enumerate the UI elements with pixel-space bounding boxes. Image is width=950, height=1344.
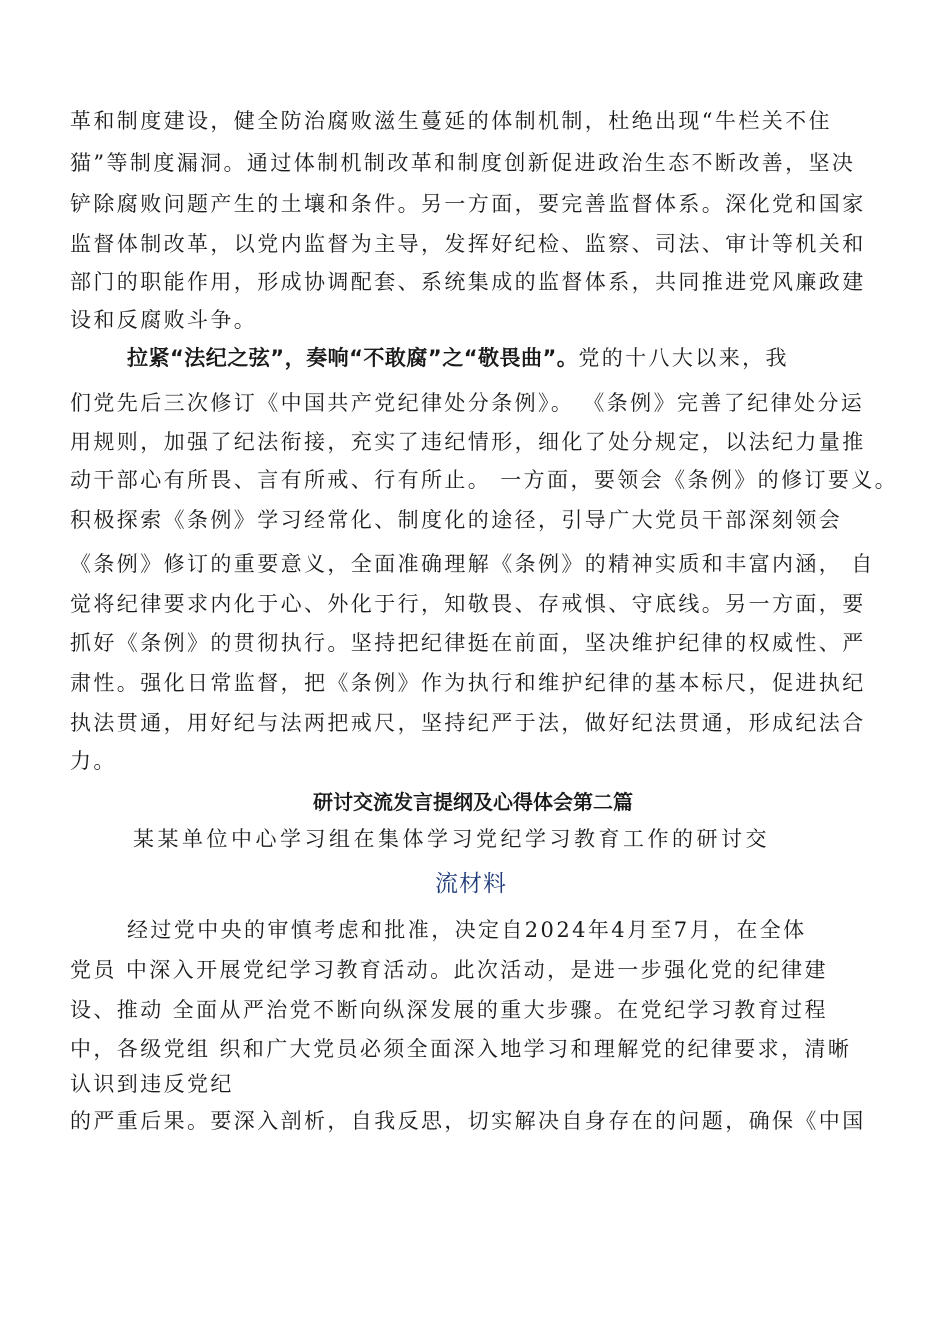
paragraph-line: 经过党中央的审慎考虑和批准，决定自2024年4月至7月，在全体: [127, 918, 807, 942]
paragraph-line: 设、推动 全面从严治党不断向纵深发展的重大步骤。在党纪学习教育过程: [70, 998, 828, 1022]
lead-rest: 党的十八大以来，我: [578, 346, 789, 370]
paragraph-line: 动干部心有所畏、言有所戒、行有所止。 一方面，要领会《条例》的修订要义。: [70, 468, 899, 492]
paragraph-line: 猫”等制度漏洞。通过体制机制改革和制度创新促进政治生态不断改善，坚决: [70, 151, 856, 175]
paragraph-line: 中，各级党组 织和广大党员必须全面深入地学习和理解党的纪律要求，清晰: [70, 1037, 852, 1061]
paragraph-line: 的严重后果。要深入剖析，自我反思，切实解决自身存在的问题，确保《中国: [70, 1109, 866, 1133]
bold-lead-sentence: 拉紧“法纪之弦”，奏响“不敢腐”之“敬畏曲”。: [127, 346, 579, 370]
paragraph-line: 积极探索《条例》学习经常化、制度化的途径，引导广大党员干部深刻领会: [70, 508, 843, 532]
paragraph-line: 们党先后三次修订《中国共产党纪律处分条例》。 《条例》完善了纪律处分运: [70, 391, 865, 415]
document-title-line2: 流材料: [435, 871, 507, 897]
section-heading: 研讨交流发言提纲及心得体会第二篇: [313, 790, 633, 814]
paragraph-line: 部门的职能作用，形成协调配套、系统集成的监督体系，共同推进党风廉政建: [70, 270, 866, 294]
paragraph-line: 党员 中深入开展党纪学习教育活动。此次活动，是进一步强化党的纪律建: [70, 958, 828, 982]
paragraph-lead-line: [127, 344, 789, 372]
document-title-line1: 某某单位中心学习组在集体学习党纪学习教育工作的研讨交: [133, 827, 770, 851]
paragraph-line: 监督体制改革，以党内监督为主导，发挥好纪检、监察、司法、审计等机关和: [70, 232, 866, 256]
paragraph-line: 力。: [70, 749, 117, 773]
paragraph-line: 肃性。强化日常监督，把《条例》作为执行和维护纪律的基本标尺，促进执纪: [70, 671, 866, 695]
paragraph-line: 认识到违反党纪: [70, 1072, 234, 1096]
paragraph-line: 执法贯通，用好纪与法两把戒尺，坚持纪严于法，做好纪法贯通，形成纪法合: [70, 711, 866, 735]
paragraph-line: 抓好《条例》的贯彻执行。坚持把纪律挺在前面，坚决维护纪律的权威性、严: [70, 631, 866, 655]
paragraph-line: 革和制度建设，健全防治腐败滋生蔓延的体制机制，杜绝出现“牛栏关不住: [70, 109, 832, 133]
paragraph-line: 设和反腐败斗争。: [70, 308, 258, 332]
paragraph-line: 觉将纪律要求内化于心、外化于行，知敬畏、存戒惧、守底线。另一方面，要: [70, 592, 866, 616]
paragraph-line: 铲除腐败问题产生的土壤和条件。另一方面，要完善监督体系。深化党和国家: [70, 192, 866, 216]
paragraph-line: 用规则，加强了纪法衔接，充实了违纪情形，细化了处分规定，以法纪力量推: [70, 430, 866, 454]
paragraph-line: 《条例》修订的重要意义，全面准确理解《条例》的精神实质和丰富内涵， 自: [70, 552, 875, 576]
